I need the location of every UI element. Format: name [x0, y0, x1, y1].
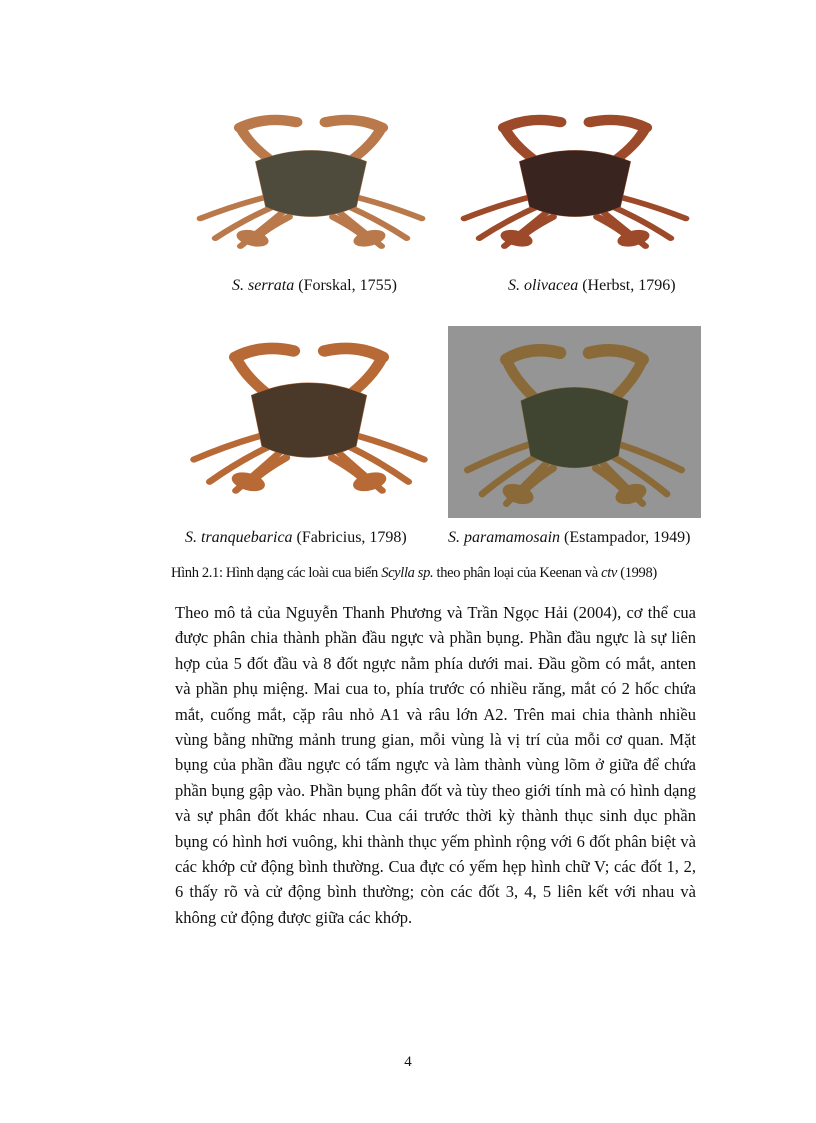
- species-name: S. olivacea: [508, 277, 579, 294]
- figure-caption-genus: Scylla sp.: [381, 565, 434, 581]
- figure-caption-suffix: (1998): [616, 565, 657, 581]
- page-number: 4: [404, 1054, 412, 1070]
- figure-caption-etal: ctv: [601, 565, 617, 581]
- crab-photo-tranquebarica: [173, 326, 445, 504]
- figure-caption-middle: theo phân loại của Keenan và: [433, 565, 602, 581]
- crab-photo-serrata: [180, 100, 442, 258]
- caption-paramamosain: [448, 528, 690, 548]
- species-name: S. tranquebarica: [185, 529, 293, 546]
- body-paragraph: Theo mô tả của Nguyễn Thanh Phương và Trần Ngọc Hải (2004), cơ thể cua được phân chia thành phần đầu ngực và phần bụng. Phần đầu ngực là sự liên hợp của 5 đốt đầu và 8 đốt ngực nằm phía dưới mai. Đầu gồm có mắt, anten và phần phụ miệng. Mai cua to, phía trước có nhiều răng, mắt có 2 hốc chứa mắt, cuống mắt, cặp râu nhỏ A1 và râu lớn A2. Trên mai chia thành nhiều vùng bằng những mảnh trung gian, mỗi vùng là vị trí của mỗi cơ quan. Mặt bụng của phần đầu ngực có tấm ngực và làm thành vùng lõm ở giữa để chứa phần bụng gập vào. Phần bụng phân đốt và tùy theo giới tính mà có hình dạng và sự phân đốt khác nhau. Cua cái trước thời kỳ thành thục sinh dục phần bụng có hình hơi vuông, khi thành thục yếm phình rộng với 6 đốt phân biệt và các khớp cử động bình thường. Cua đực có yếm hẹp hình chữ V; các đốt 1, 2, 6 thấy rõ và cử động bình thường; còn các đốt 3, 4, 5 liên kết với nhau và không cử động được giữa các khớp.: [175, 603, 696, 927]
- species-author: (Fabricius, 1798): [292, 529, 407, 546]
- figure-caption: [171, 563, 706, 583]
- crab-photo-olivacea: [444, 100, 706, 258]
- figure-caption-prefix: Hình 2.1: Hình dạng các loài cua biển: [171, 565, 382, 581]
- species-name: S. paramamosain: [448, 529, 561, 546]
- caption-olivacea: [508, 276, 676, 296]
- crab-photo-paramamosain: [448, 326, 701, 518]
- species-author: (Herbst, 1796): [578, 277, 676, 294]
- caption-serrata: [232, 276, 397, 296]
- species-author: (Estampador, 1949): [560, 529, 691, 546]
- species-name: S. serrata: [232, 277, 295, 294]
- caption-tranquebarica: [185, 528, 407, 548]
- species-author: (Forskal, 1755): [294, 277, 397, 294]
